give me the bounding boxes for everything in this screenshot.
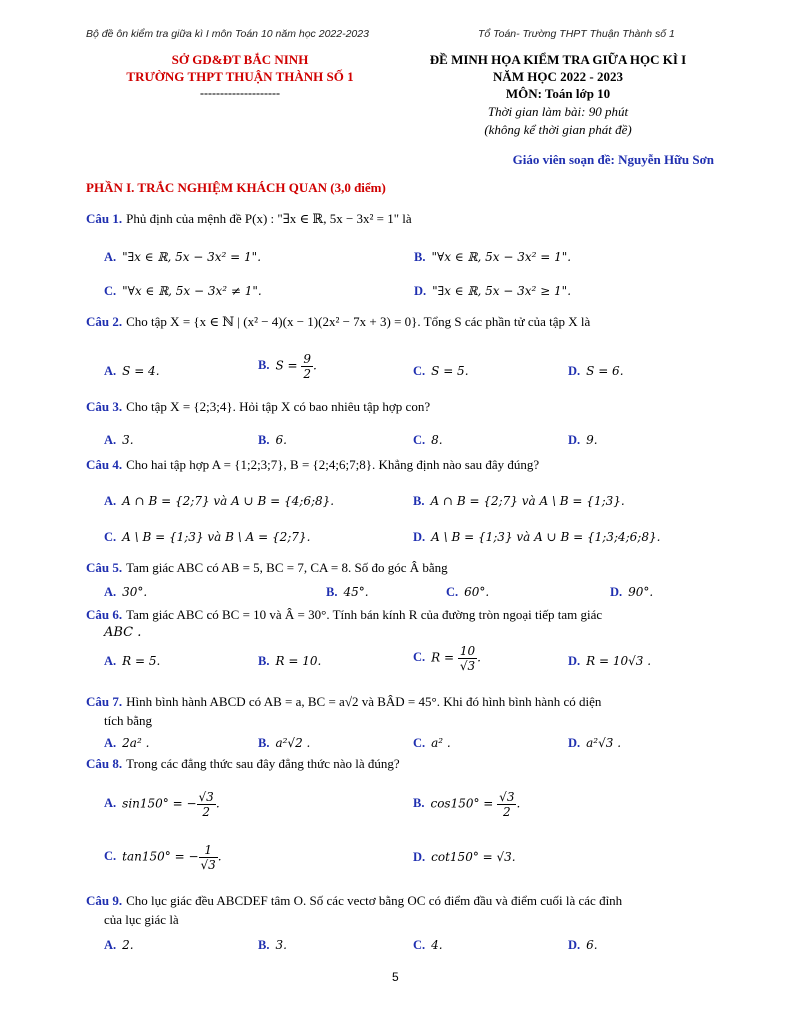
question-label: Câu 3. xyxy=(86,399,123,414)
q3-option-c: C. 8. xyxy=(413,433,443,447)
q1-option-a: A. "∃x ∈ ℝ, 5x − 3x² = 1". xyxy=(104,250,262,264)
q8-option-c: C. tan150° = − $\frac{1}{√3}$ . xyxy=(104,843,222,872)
section-heading: PHẦN I. TRẮC NGHIỆM KHÁCH QUAN (3,0 điểm) xyxy=(86,180,386,195)
q4-option-b: B. A ∩ B = {2;7} và A \ B = {1;3}. xyxy=(413,494,625,508)
q5-option-b: B. 45°. xyxy=(326,585,369,599)
question-9 xyxy=(86,893,622,909)
question-text: Phủ định của mệnh đề P(x) : "∃x ∈ ℝ, 5x − 3x² = 1" là xyxy=(126,211,412,226)
question-text: Cho hai tập hợp A = {1;2;3;7}, B = {2;4;6;7;8}. Khẳng định nào sau đây đúng? xyxy=(126,457,540,472)
q9-option-d: D. 6. xyxy=(568,938,598,952)
q6-option-a: A. R = 5. xyxy=(104,654,161,668)
exam-title: ĐỀ MINH HỌA KIỂM TRA GIỮA HỌC KÌ I xyxy=(429,52,687,67)
q7-option-a: A. 2a² . xyxy=(104,736,150,750)
q8-option-b: B. cos150° = $\frac{√3}{2}$ . xyxy=(413,790,521,819)
question-1 xyxy=(86,211,412,227)
question-label: Câu 9. xyxy=(86,893,123,908)
exam-year: NĂM HỌC 2022 - 2023 xyxy=(493,69,623,84)
question-6 xyxy=(86,607,602,623)
question-2 xyxy=(86,314,590,330)
q6-option-d: D. R = 10√3 . xyxy=(568,654,652,668)
q5-option-d: D. 90°. xyxy=(610,585,654,599)
question-7-cont: tích bằng xyxy=(104,713,153,728)
q4-option-c: C. A \ B = {1;3} và B \ A = {2;7}. xyxy=(104,530,311,544)
q1-option-c: C. "∀x ∈ ℝ, 5x − 3x² ≠ 1". xyxy=(104,284,262,298)
question-text: Cho tập X = {x ∈ ℕ | (x² − 4)(x − 1)(2x² − 7x + 3) = 0}. Tổng S các phần tử của tập X là xyxy=(126,314,591,329)
q1-option-d: D. "∃x ∈ ℝ, 5x − 3x² ≥ 1". xyxy=(414,284,572,298)
running-header-left: Bộ đề ôn kiểm tra giữa kì I môn Toán 10 năm học 2022-2023 xyxy=(86,28,369,40)
q4-option-d: D. A \ B = {1;3} và A ∪ B = {1;3;4;6;8}. xyxy=(413,530,661,544)
question-9-cont: của lục giác là xyxy=(104,912,179,927)
question-label: Câu 8. xyxy=(86,756,123,771)
q2-option-c: C. S = 5. xyxy=(413,364,469,378)
exam-time: Thời gian làm bài: 90 phút xyxy=(487,104,629,119)
q5-option-a: A. 30°. xyxy=(104,585,148,599)
q9-option-b: B. 3. xyxy=(258,938,287,952)
running-header-right: Tổ Toán- Trường THPT Thuận Thành số 1 xyxy=(478,28,675,40)
q3-option-a: A. 3. xyxy=(104,433,134,447)
question-label: Câu 2. xyxy=(86,314,123,329)
exam-note: (không kể thời gian phát đề) xyxy=(484,122,632,137)
question-text: Tam giác ABC có AB = 5, BC = 7, CA = 8. Số đo góc Â bằng xyxy=(126,560,448,575)
question-5 xyxy=(86,560,448,576)
exam-subject: MÔN: Toán lớp 10 xyxy=(505,86,611,101)
question-3 xyxy=(86,399,430,415)
exam-author: Giáo viên soạn đề: Nguyễn Hữu Sơn xyxy=(512,152,714,167)
question-label: Câu 6. xyxy=(86,607,123,622)
question-text: Hình bình hành ABCD có AB = a, BC = a√2 và BÂD = 45°. Khi đó hình bình hành có diện xyxy=(126,694,602,709)
q7-option-d: D. a²√3 . xyxy=(568,736,622,750)
q2-option-b: B. S = $\frac{9}{2}$ . xyxy=(258,352,317,381)
q3-option-b: B. 6. xyxy=(258,433,287,447)
q8-option-d: D. cot150° = √3. xyxy=(413,850,516,864)
question-text: Tam giác ABC có BC = 10 và Â = 30°. Tính bán kính R của đường tròn ngoại tiếp tam giác xyxy=(126,607,603,622)
school-rule: -------------------- xyxy=(200,86,280,100)
q6-option-b: B. R = 10. xyxy=(258,654,322,668)
q2-option-d: D. S = 6. xyxy=(568,364,624,378)
question-label: Câu 1. xyxy=(86,211,123,226)
question-8 xyxy=(86,756,400,772)
question-label: Câu 7. xyxy=(86,694,123,709)
question-text: Cho tập X = {2;3;4}. Hỏi tập X có bao nhiêu tập hợp con? xyxy=(126,399,431,414)
q2-option-a: A. S = 4. xyxy=(104,364,160,378)
school-name: TRƯỜNG THPT THUẬN THÀNH SỐ 1 xyxy=(126,69,354,84)
question-label: Câu 5. xyxy=(86,560,123,575)
question-label: Câu 4. xyxy=(86,457,123,472)
page-number: 5 xyxy=(392,970,399,984)
q5-option-c: C. 60°. xyxy=(446,585,490,599)
question-text: Cho lục giác đều ABCDEF tâm O. Số các vectơ bằng OC có điểm đầu và điểm cuối là các đỉnh xyxy=(126,893,623,908)
q7-option-c: C. a² . xyxy=(413,736,451,750)
question-6-cont: ABC . xyxy=(104,625,142,640)
q6-option-c: C. R = $\frac{10}{√3}$ . xyxy=(413,644,481,673)
question-4 xyxy=(86,457,539,473)
question-7 xyxy=(86,694,601,710)
department-name: SỞ GD&ĐT BẮC NINH xyxy=(171,52,309,67)
q3-option-d: D. 9. xyxy=(568,433,598,447)
q4-option-a: A. A ∩ B = {2;7} và A ∪ B = {4;6;8}. xyxy=(104,494,335,508)
q8-option-a: A. sin150° = − $\frac{√3}{2}$ . xyxy=(104,790,220,819)
question-text: Trong các đẳng thức sau đây đẳng thức nào là đúng? xyxy=(126,756,400,771)
q7-option-b: B. a²√2 . xyxy=(258,736,311,750)
q1-option-b: B. "∀x ∈ ℝ, 5x − 3x² = 1". xyxy=(414,250,572,264)
q9-option-a: A. 2. xyxy=(104,938,134,952)
q9-option-c: C. 4. xyxy=(413,938,443,952)
